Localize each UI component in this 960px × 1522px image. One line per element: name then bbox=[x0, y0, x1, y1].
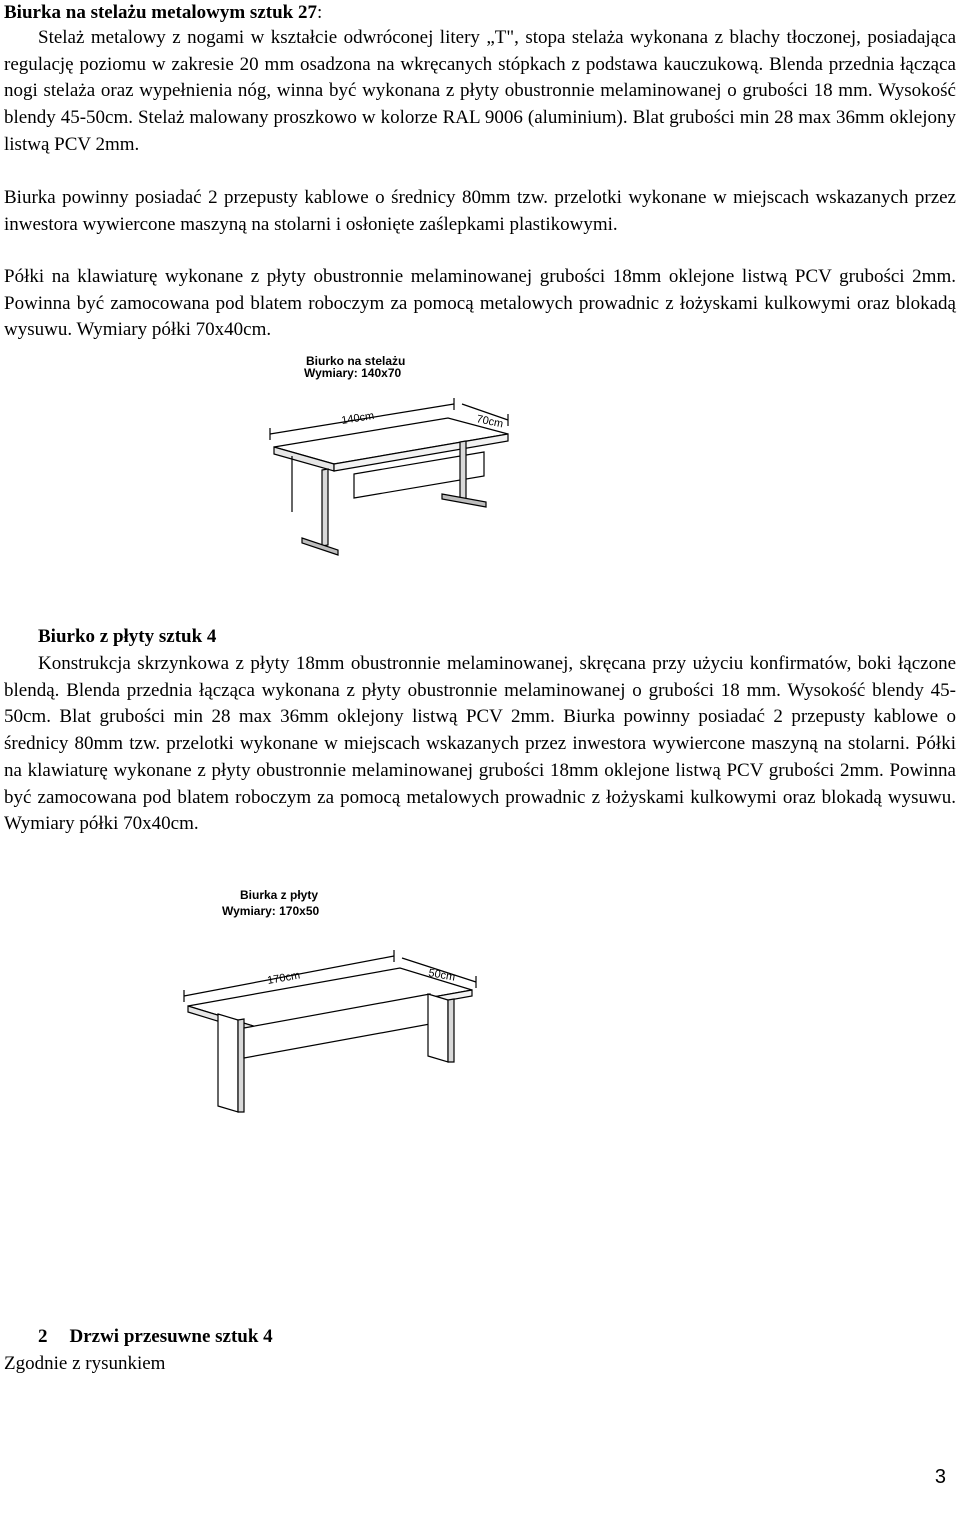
desk-metal-frame-figure bbox=[262, 352, 522, 562]
figure1-title-line2: Wymiary: 140x70 bbox=[304, 366, 402, 380]
desk-panel-figure bbox=[180, 886, 480, 1116]
figure2-dim-length: 170cm bbox=[266, 969, 302, 987]
figure1-title-line1: Biurko na stelażu bbox=[306, 354, 406, 368]
section1-heading-line bbox=[4, 0, 956, 27]
desk-panel-drawing bbox=[180, 886, 480, 1116]
figure2-title-line1: Biurka z płyty bbox=[240, 888, 319, 902]
section2-heading-line bbox=[4, 624, 956, 651]
section1-heading-colon: : bbox=[316, 2, 323, 23]
section1-paragraph-2: Biurka powinny posiadać 2 przepusty kablowe o średnicy 80mm tzw. przelotki wykonane w miejscach wskazanych przez inwestora wywiercone maszyną na stolarni i osłonięte zaślepkami plastikowymi. bbox=[4, 187, 956, 235]
section1-paragraph-1: Stelaż metalowy z nogami w kształcie odwróconej litery „T", stopa stelaża wykonana z blachy tłoczonej, posiadająca regulację poziomu w zakresie 20 mm osadzona na wkręcanych stópkach z podstawa kauczukową. Blenda przednia łącząca nogi stelaża oraz wypełnienia nóg, winna być wykonana z płyty obustronnie melaminowanej o grubości 18 mm. Wysokość blendy 45-50cm. Stelaż malowany proszkowo w kolorze RAL 9006 (aluminium). Blat grubości min 28 max 36mm oklejony listwą PCV 2mm. bbox=[4, 27, 956, 155]
section3-number: 2 bbox=[38, 1326, 48, 1347]
figure2-dim-depth: 50cm bbox=[427, 967, 457, 984]
section3-heading-line bbox=[4, 1324, 956, 1351]
section1-paragraph-3: Półki na klawiaturę wykonane z płyty obustronnie melaminowanej grubości 18mm oklejone listwą PCV grubości 2mm. Powinna być zamocowana pod blatem roboczym za pomocą metalowych prowadnic z łożyskami kulkowymi oraz blokadą wysuwu. Wymiary półki 70x40cm. bbox=[4, 266, 956, 341]
section1-heading: Biurka na stelażu metalowym sztuk 27 bbox=[4, 2, 317, 23]
section2-heading: Biurko z płyty sztuk 4 bbox=[38, 626, 217, 647]
section3-heading: Drzwi przesuwne sztuk 4 bbox=[69, 1326, 273, 1347]
desk-metal-frame-drawing bbox=[262, 352, 522, 562]
figure1-dim-length: 140cm bbox=[340, 409, 376, 427]
figure2-title-line2: Wymiary: 170x50 bbox=[222, 904, 320, 918]
page-number: 3 bbox=[934, 1466, 946, 1488]
section2-paragraph: Konstrukcja skrzynkowa z płyty 18mm obustronnie melaminowanej, skręcana przy użyciu konfirmatów, boki łączone blendą. Blenda przednia łącząca wykonana z płyty obustronnie melaminowanej o grubości 18 mm. Wysokość blendy 45-50cm. Blat grubości min 28 max 36mm oklejony listwą PCV 2mm. Biurka powinny posiadać 2 przepusty kablowe o średnicy 80mm tzw. przelotki wykonane w miejscach wskazanych przez inwestora wywiercone maszyną na stolarni. Półki na klawiaturę wykonane z płyty obustronnie melaminowanej grubości 18mm oklejone listwą PCV grubości 2mm. Powinna być zamocowana pod blatem roboczym za pomocą metalowych prowadnic z łożyskami kulkowymi oraz blokadą wysuwu. Wymiary półki 70x40cm. bbox=[4, 653, 956, 835]
figure1-dim-depth: 70cm bbox=[475, 413, 505, 431]
section3-text: Zgodnie z rysunkiem bbox=[4, 1353, 166, 1374]
